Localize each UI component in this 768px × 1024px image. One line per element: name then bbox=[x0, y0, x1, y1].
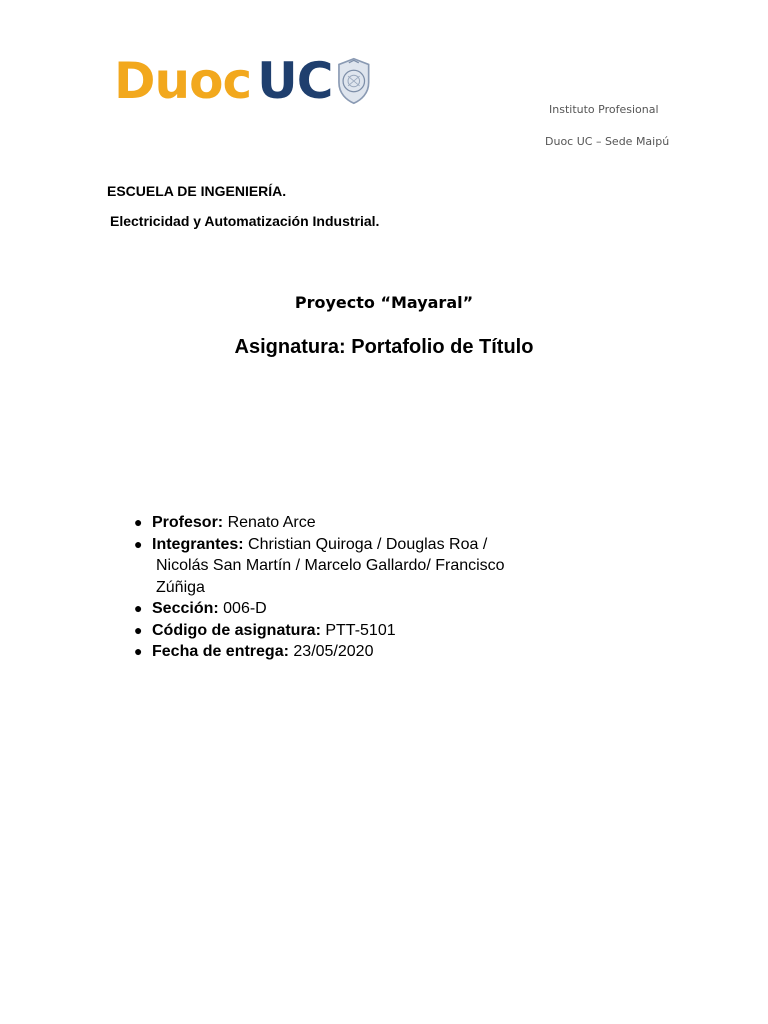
duoc-uc-logo bbox=[114, 46, 374, 116]
bullet-icon: ● bbox=[134, 514, 143, 530]
bullet-icon: ● bbox=[134, 643, 143, 659]
institution-sede: Duoc UC – Sede Maipú bbox=[545, 135, 670, 148]
professor-value: Renato Arce bbox=[227, 514, 316, 531]
bullet-icon: ● bbox=[134, 600, 143, 616]
logo-duoc-text: Duoc bbox=[114, 52, 252, 110]
code-value: PTT-5101 bbox=[325, 621, 396, 639]
list-item-code bbox=[130, 620, 560, 642]
list-item-members bbox=[130, 534, 560, 599]
subject-title: Asignatura: Portafolio de Título bbox=[234, 336, 534, 358]
code-label: Código de asignatura: bbox=[152, 621, 321, 639]
section-label: Sección: bbox=[152, 600, 219, 617]
members-line-1: Christian Quiroga / Douglas Roa / bbox=[248, 535, 488, 553]
list-item-professor bbox=[130, 512, 560, 534]
logo-uc-text: UC bbox=[257, 52, 333, 110]
bullet-icon: ● bbox=[134, 535, 143, 552]
list-item-date bbox=[130, 641, 560, 663]
date-value: 23/05/2020 bbox=[293, 643, 374, 660]
members-line-3: Zúñiga bbox=[156, 578, 205, 596]
professor-label: Profesor: bbox=[152, 514, 224, 531]
institution-name: Instituto Profesional bbox=[549, 103, 659, 116]
members-label: Integrantes: bbox=[152, 535, 244, 553]
project-info-list bbox=[130, 512, 560, 663]
project-title: Proyecto “Mayaral” bbox=[294, 293, 474, 312]
members-line-2: Nicolás San Martín / Marcelo Gallardo/ Francisco bbox=[156, 557, 505, 574]
date-label: Fecha de entrega: bbox=[152, 643, 289, 660]
bullet-icon: ● bbox=[134, 621, 143, 638]
career-name: Electricidad y Automatización Industrial. bbox=[110, 213, 380, 229]
section-value: 006-D bbox=[223, 600, 267, 617]
list-item-section bbox=[130, 598, 560, 620]
school-name: ESCUELA DE INGENIERÍA. bbox=[107, 183, 287, 199]
university-seal-icon bbox=[334, 51, 374, 111]
